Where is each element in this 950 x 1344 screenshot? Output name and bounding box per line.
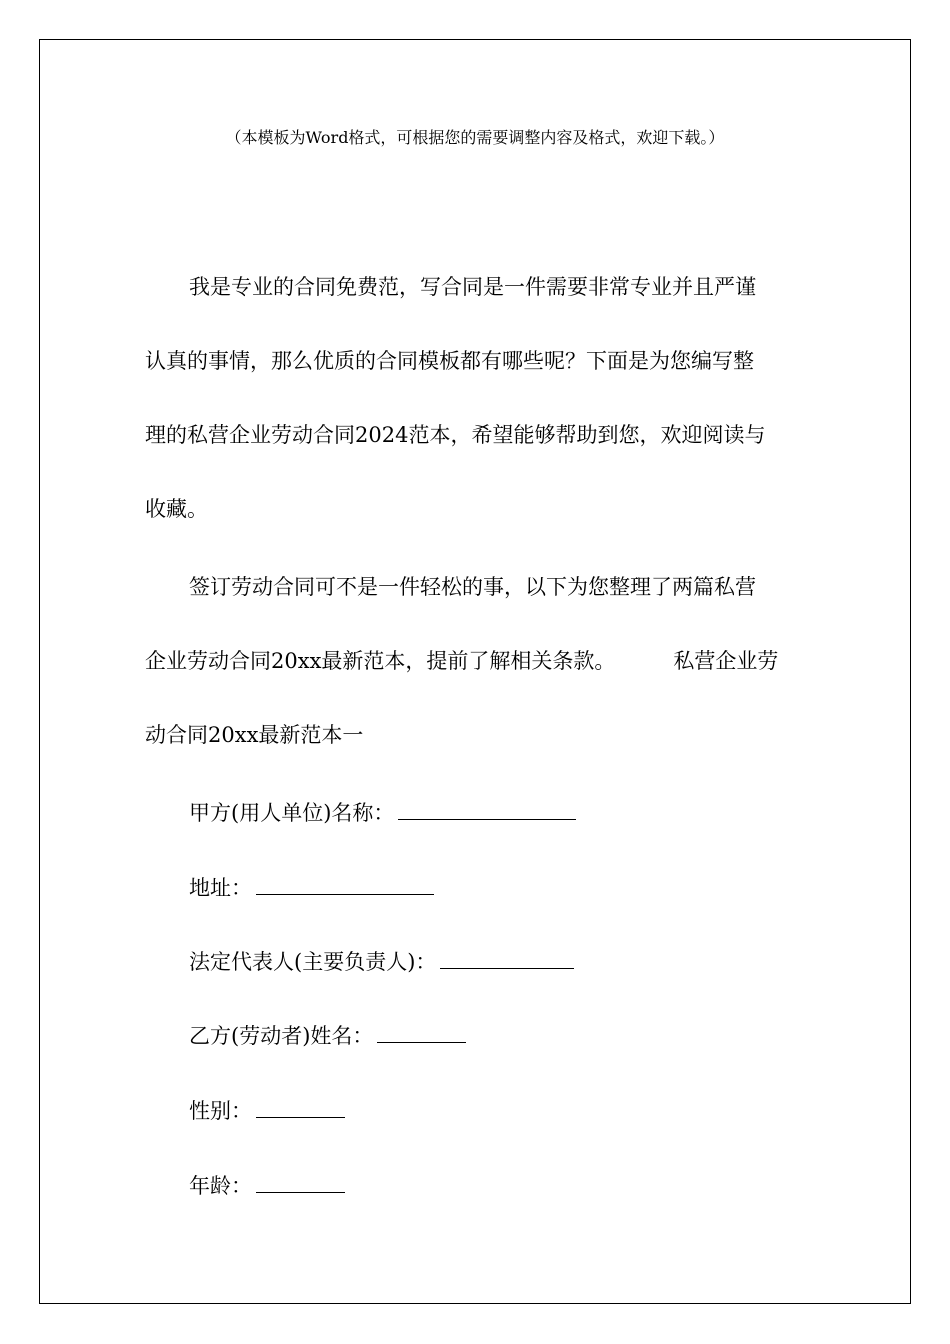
- field-party-b-blank[interactable]: [377, 1020, 466, 1043]
- field-party-b-label: 乙方(劳动者)姓名：: [189, 1024, 374, 1048]
- field-party-a-blank[interactable]: [398, 797, 576, 820]
- field-legal-rep-label: 法定代表人(主要负责人)：: [189, 950, 437, 974]
- intro-line-4: 收藏。: [145, 497, 208, 521]
- field-party-b: [189, 1020, 466, 1052]
- field-gender-blank[interactable]: [256, 1095, 345, 1118]
- field-age-blank[interactable]: [256, 1170, 345, 1193]
- intro-line-3: 理的私营企业劳动合同2024范本，希望能够帮助到您，欢迎阅读与: [145, 423, 766, 447]
- field-party-a-label: 甲方(用人单位)名称：: [189, 801, 395, 825]
- section-heading-start: 私营企业劳: [673, 649, 779, 673]
- para2-line-2: [145, 624, 825, 698]
- field-address-label: 地址：: [189, 876, 252, 900]
- template-notice: （本模板为Word格式，可根据您的需要调整内容及格式，欢迎下载。）: [225, 128, 725, 147]
- field-party-a: [189, 797, 576, 829]
- intro-line-1: 我是专业的合同免费范，写合同是一件需要非常专业并且严谨: [189, 275, 756, 299]
- field-address-blank[interactable]: [256, 872, 434, 895]
- field-age: [189, 1170, 345, 1202]
- para2-line-3: 动合同20xx最新范本一: [145, 723, 364, 747]
- field-legal-rep: [189, 946, 574, 978]
- para2-line-1: 签订劳动合同可不是一件轻松的事，以下为您整理了两篇私营: [189, 575, 756, 599]
- intro-line-2: 认真的事情，那么优质的合同模板都有哪些呢？下面是为您编写整: [145, 349, 754, 373]
- field-legal-rep-blank[interactable]: [440, 946, 574, 969]
- para2-line-2-text: 企业劳动合同20xx最新范本，提前了解相关条款。: [145, 649, 616, 673]
- field-gender-label: 性别：: [189, 1099, 252, 1123]
- intro-paragraph: [145, 250, 825, 546]
- second-paragraph: [145, 550, 825, 772]
- field-address: [189, 872, 434, 904]
- field-age-label: 年龄：: [189, 1174, 252, 1198]
- field-gender: [189, 1095, 345, 1127]
